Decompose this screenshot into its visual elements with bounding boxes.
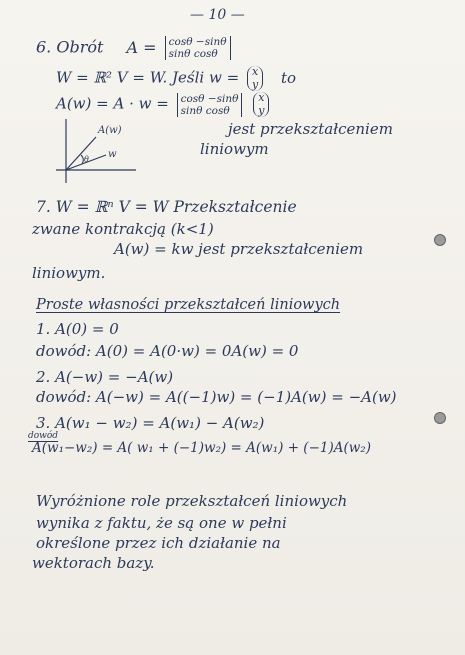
item7-line2: zwane kontrakcją (k<1)	[32, 220, 214, 238]
vector-w-x: x	[251, 65, 259, 78]
closing-line3: określone przez ich działanie na	[36, 534, 281, 552]
binder-hole-bottom	[434, 412, 446, 424]
rotation-matrix	[165, 36, 231, 60]
property-2: 2. A(−w) = −A(w)	[36, 368, 174, 386]
item6-matrix-lhs: A =	[126, 37, 157, 57]
property-3-proof-label: dowód	[28, 431, 59, 441]
property-3: 3. A(w₁ − w₂) = A(w₁) − A(w₂)	[36, 414, 265, 432]
vector-w-y: y	[251, 77, 259, 91]
item6-line2-right: to	[280, 68, 297, 87]
sketch-label-aw: A(w)	[98, 125, 122, 136]
binder-hole-top	[434, 234, 446, 246]
vector-w-repeat-y: y	[258, 103, 265, 117]
property-1-proof: dowód: A(0) = A(0·w) = 0A(w) = 0	[36, 342, 299, 360]
sketch-vector-aw	[66, 137, 96, 170]
item7-line1: 7. W = ℝⁿ V = W Przekształcenie	[36, 198, 297, 216]
item6-heading: 6. Obrót	[36, 37, 104, 57]
page-number: — 10 —	[190, 7, 245, 23]
property-1: 1. A(0) = 0	[36, 320, 119, 338]
rotation-matrix-repeat-row2: sinθ cosθ	[180, 104, 230, 117]
vector-w-repeat-x: x	[258, 91, 265, 104]
item6-line2	[56, 66, 296, 91]
item7-line4: liniowym.	[32, 264, 106, 282]
properties-title: Proste własności przekształceń liniowych	[36, 297, 341, 313]
property-2-proof: dowód: A(−w) = A((−1)w) = (−1)A(w) = −A(w)	[36, 388, 397, 406]
sketch-label-theta: θ	[84, 155, 89, 164]
vector-w-repeat	[253, 92, 269, 117]
item6-line3-left: A(w) = A · w =	[56, 94, 169, 113]
item6-heading-line	[36, 36, 234, 60]
rotation-matrix-row1: cosθ −sinθ	[168, 36, 227, 48]
rotation-matrix-row2: sinθ cosθ	[168, 48, 218, 61]
item6-line3	[56, 92, 272, 117]
item6-line4: jest przekształceniem	[228, 120, 393, 138]
item6-line2-left: W = ℝ² V = W. Jeśli w =	[56, 68, 240, 87]
sketch-label-w: w	[108, 149, 117, 160]
rotation-sketch	[48, 115, 138, 185]
closing-line4: wektorach bazy.	[32, 554, 155, 572]
item6-line5: liniowym	[200, 140, 269, 158]
closing-line1: Wyróżnione role przekształceń liniowych	[36, 492, 348, 510]
vector-w	[247, 66, 263, 91]
item7-line3: A(w) = kw jest przekształceniem	[114, 240, 364, 258]
rotation-matrix-repeat	[177, 93, 243, 117]
property-3-proof: A(w₁−w₂) = A( w₁ + (−1)w₂) = A(w₁) + (−1)A(w₂)	[32, 440, 371, 456]
rotation-matrix-repeat-row1: cosθ −sinθ	[180, 92, 239, 105]
closing-line2: wynika z faktu, że są one w pełni	[36, 514, 287, 532]
sketch-angle-arc	[81, 155, 83, 164]
